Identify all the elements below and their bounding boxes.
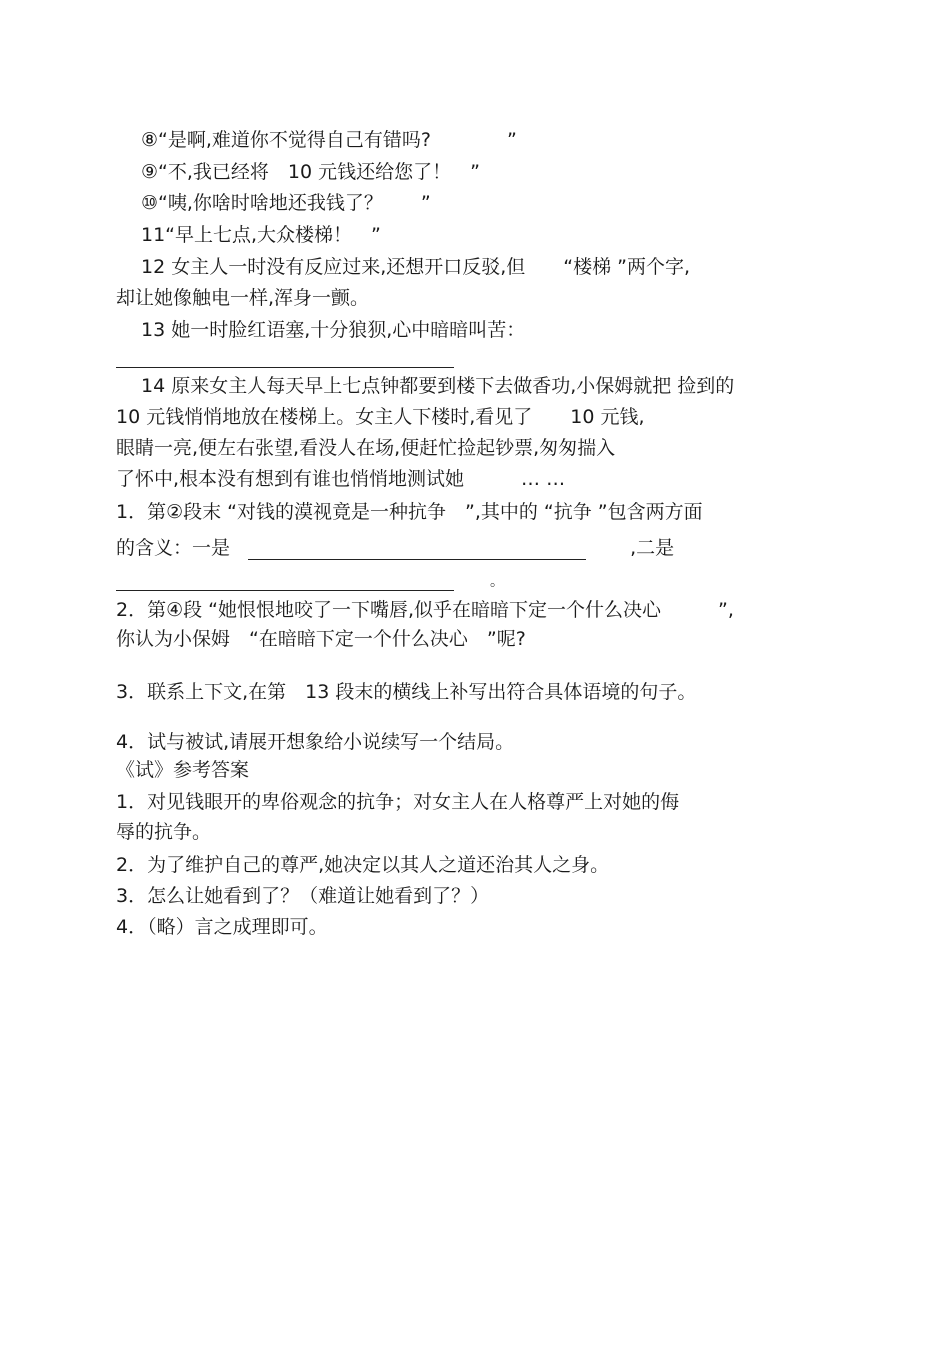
answer-1-line-2: 辱的抗争。 [116,821,212,843]
story-paragraph-9: ⑨“不,我已经将 10 元钱还给您了！ ” [141,161,480,183]
story-paragraph-10: ⑩“咦,你啥时啥地还我钱了？ ” [141,192,431,214]
question-1-end-mark: 。 [490,574,504,590]
question-1-suffix: ,二是 [630,537,675,559]
answer-1-line-1: 1．对见钱眼开的卑俗观念的抗争；对女主人在人格尊严上对她的侮 [116,791,680,813]
story-paragraph-12-line-1: 12 女主人一时没有反应过来,还想开口反驳,但 “楼梯 ”两个字, [141,256,691,278]
answer-2: 2．为了维护自己的尊严,她决定以其人之道还治其人之身。 [116,854,610,876]
story-paragraph-11: 11“早上七点,大众楼梯！ ” [141,224,381,246]
story-paragraph-14-line-3: 眼睛一亮,便左右张望,看没人在场,便赶忙捡起钞票,匆匆揣入 [116,437,616,459]
question-1-line-1: 1．第②段末 “对钱的漠视竟是一种抗争 ”,其中的 “抗争 ”包含两方面 [116,501,703,523]
story-paragraph-12-line-2: 却让她像触电一样,浑身一颤。 [116,287,370,309]
story-paragraph-14-line-1: 14 原来女主人每天早上七点钟都要到楼下去做香功,小保姆就把 捡到的 [141,375,735,397]
answers-heading: 《试》参考答案 [116,759,250,781]
story-paragraph-13: 13 她一时脸红语塞,十分狼狈,心中暗暗叫苦： [141,319,526,341]
question-2-line-2: 你认为小保姆 “在暗暗下定一个什么决心 ”呢? [116,628,526,650]
question-4: 4．试与被试,请展开想象给小说续写一个结局。 [116,731,515,753]
story-paragraph-14-line-2: 10 元钱悄悄地放在楼梯上。女主人下楼时,看见了 10 元钱, [116,406,645,428]
question-1-line-2 [116,536,674,560]
story-paragraph-8: ⑧“是啊,难道你不觉得自己有错吗? ” [141,129,517,151]
answer-blank-paragraph-13 [116,367,454,368]
story-paragraph-14-line-4: 了怀中,根本没有想到有谁也悄悄地测试她 … … [116,468,566,490]
answer-4: 4．（略）言之成理即可。 [116,916,328,938]
question-1-prefix: 的含义：一是 [116,537,231,559]
question-3: 3．联系上下文,在第 13 段末的横线上补写出符合具体语境的句子。 [116,681,697,703]
answer-blank-1a [248,541,586,560]
question-2-line-1: 2．第④段 “她恨恨地咬了一下嘴唇,似乎在暗暗下定一个什么决心 ”, [116,599,734,621]
answer-3: 3．怎么让她看到了？（难道让她看到了？） [116,885,490,907]
answer-blank-1b [116,590,454,591]
